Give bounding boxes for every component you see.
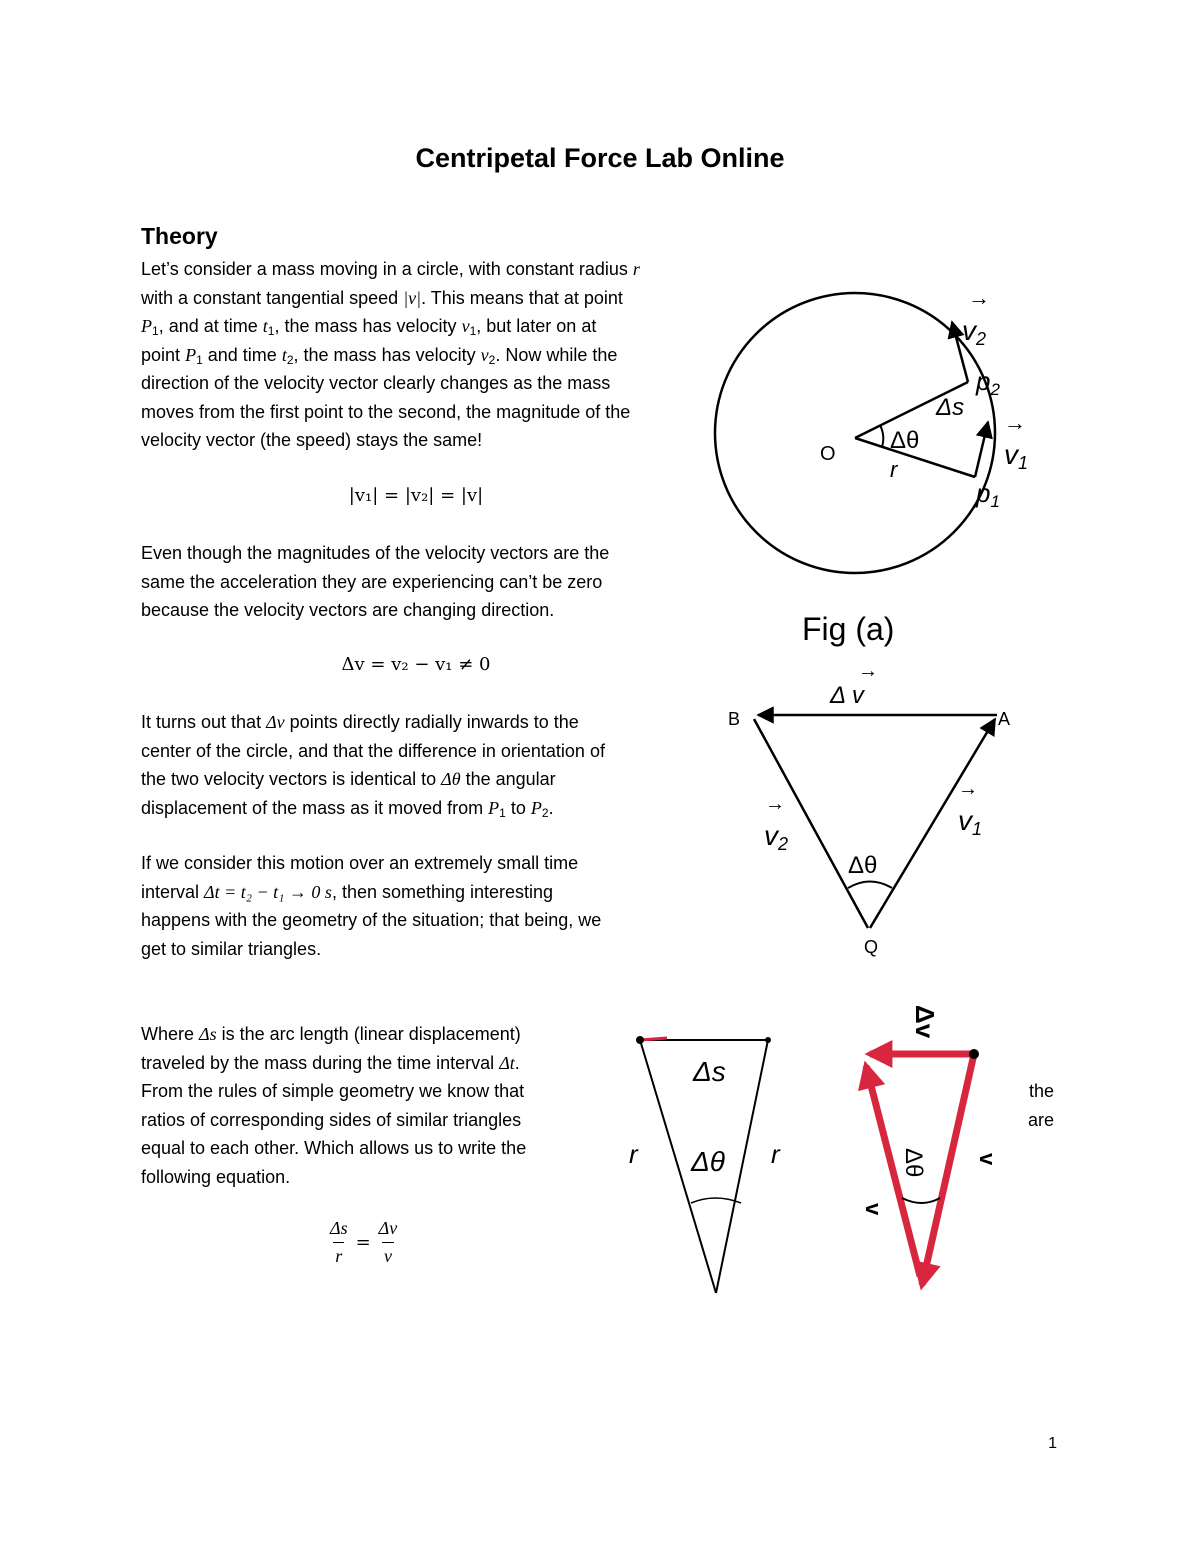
label-delta-theta: Δθ: [890, 427, 920, 454]
label-point-a: A: [998, 709, 1011, 729]
label-p2: p2: [976, 366, 1000, 399]
paragraph-similar-triangles: Where Δs is the arc length (linear displacement) traveled by the mass during the time interval Δt. From the rules of simple geometry we know that ratios of corresponding sides of similar triangles equal to each other. Which allows us to write the following equation.: [141, 1024, 527, 1187]
label-v2: v2: [962, 315, 987, 349]
label-delta-theta-q: Δθ: [848, 852, 878, 879]
angle-arc-d: [902, 1198, 940, 1203]
angle-arc: [880, 425, 883, 447]
circle-path: [715, 293, 995, 573]
label-delta-s-triangle: Δs: [693, 1056, 726, 1087]
label-v-left-rotated: v: [861, 1203, 886, 1216]
vertex-right: [765, 1037, 771, 1043]
red-vector-right: [922, 1054, 974, 1285]
figure-caption: Fig (a): [802, 611, 895, 647]
label-delta-v-rotated: Δv: [910, 1005, 940, 1039]
red-vertex: [969, 1049, 979, 1059]
label-p1: p1: [976, 478, 1000, 511]
paragraph-overflow-words: the are: [1027, 1081, 1054, 1130]
label-delta-s: Δs: [936, 394, 965, 421]
label-delta-theta-rotated: Δθ: [900, 1148, 927, 1178]
label-v-right-rotated: v: [975, 1153, 1000, 1166]
figure-displacement-triangle: [615, 1025, 815, 1305]
label-radius: r: [890, 457, 898, 482]
vector-arrow-v2: →: [968, 285, 990, 310]
angle-arc-c: [691, 1198, 741, 1203]
label-delta-theta-triangle: Δθ: [691, 1146, 725, 1177]
label-origin-o: O: [820, 443, 836, 465]
velocity-v1-arrow: [975, 422, 988, 477]
arc-highlight: [640, 1038, 667, 1040]
label-point-b: B: [728, 709, 741, 729]
section-heading-theory: Theory: [141, 223, 218, 249]
vertex-left: [636, 1036, 644, 1044]
page-number: 1: [1048, 1435, 1057, 1452]
paragraph-direction: It turns out that Δv points directly radially inwards to the center of the circle, and that the difference in orientation of the two velocity vectors is identical to Δθ the angular displacement of the mass as it moved from $P_1$ to $P_2$.: [141, 712, 605, 820]
equation-delta-v: Δv = v₂ − v₁ ≠ 0: [341, 654, 491, 675]
vector-arrow-dv: →: [858, 660, 878, 682]
document-title: Centripetal Force Lab Online: [415, 143, 785, 173]
paragraph-acceleration: Even though the magnitudes of the velocity vectors are the same the acceleration they are experiencing can’t be zero because the velocity vectors are changing direction.: [141, 543, 610, 620]
equation-ratio: $\frac{\Delta s}{r}$ = $\frac{\Delta v}{v}$: [330, 1218, 398, 1266]
equation-speed-equal: |v₁| = |v₂| = |v|: [348, 485, 484, 506]
vector-arrow-v1b: →: [958, 778, 978, 800]
fraction-dv-over-v: $\frac{\Delta v}{v}$: [378, 1218, 398, 1266]
label-v2-side: v2: [764, 820, 789, 854]
label-r-right: r: [771, 1139, 780, 1169]
paragraph-intro: Let’s consider a mass moving in a circle, with constant radius r with a constant tangential speed |v|. This means that at point $P_1$, and at time $t_1$, the mass has velocity $v_1$, but later on at point $P_1$ and time $t_2$, the mass has velocity $v_2$. Now while the direction of the velocity vector clearly changes as the mass moves from the first point to the second, the magnitude of the velocity vector (the speed) stays the same!: [141, 259, 640, 450]
vector-arrow-v1: →: [1004, 410, 1026, 435]
label-point-q: Q: [864, 937, 879, 957]
vector-arrow-v2b: →: [765, 793, 785, 815]
label-v1: v1: [1004, 439, 1029, 473]
figure-red-velocity-triangle: [840, 990, 1020, 1300]
figure-circle-motion: [700, 280, 1060, 670]
paragraph-small-interval: If we consider this motion over an extremely small time interval Δt = t₂ − t₁ → 0 s, then something interesting happens with the geometry of the situation; that being, we get to similar triangles.: [141, 853, 602, 959]
fraction-ds-over-r: $\frac{\Delta s}{r}$: [330, 1218, 348, 1266]
label-r-left: r: [629, 1139, 638, 1169]
figure-velocity-triangle: [720, 655, 1040, 965]
angle-arc-q: [848, 882, 892, 889]
label-delta-v-top: Δ v: [830, 682, 864, 709]
label-v1-side: v1: [958, 805, 983, 839]
